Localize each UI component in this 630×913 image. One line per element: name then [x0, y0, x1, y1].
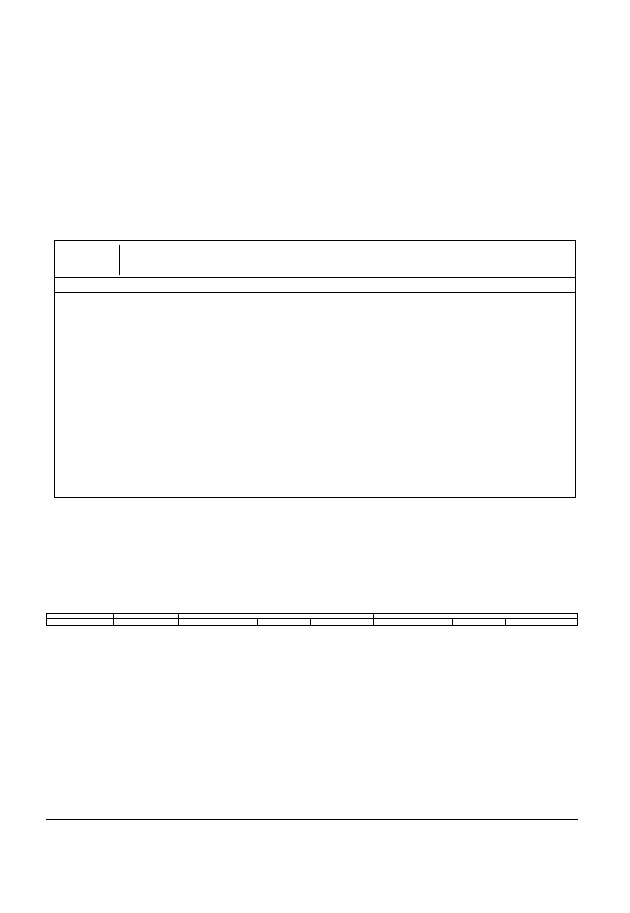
codeword-table [46, 613, 578, 626]
interleaving-diagram [54, 240, 576, 498]
stream-label [55, 245, 120, 275]
